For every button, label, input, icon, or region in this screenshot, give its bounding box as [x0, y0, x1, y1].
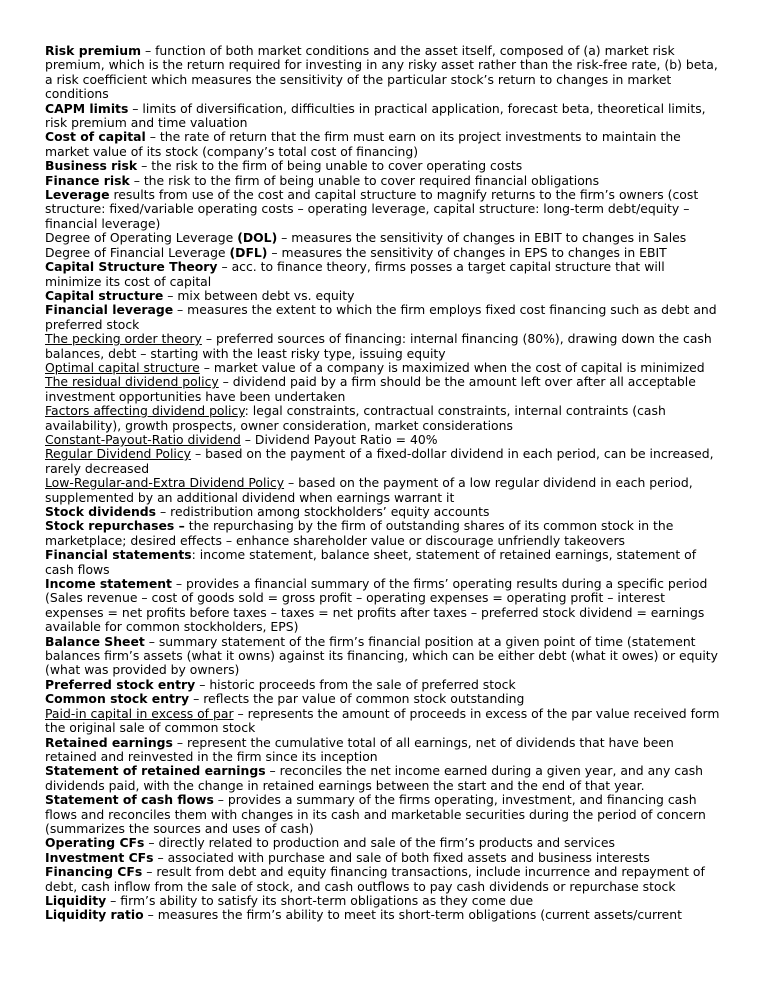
glossary-definition: – measures the sensitivity of changes in EPS to changes in EBIT: [267, 244, 667, 260]
glossary-term: Common stock entry: [45, 691, 190, 707]
glossary-definition: – based on the payment of a low regular dividend in each period, supplemented by an additional dividend when earnings warrant it: [45, 475, 693, 505]
glossary-entry: [45, 519, 725, 548]
glossary-definition: – associated with purchase and sale of both fixed assets and business interests: [153, 849, 650, 865]
glossary-term: Leverage: [45, 187, 110, 203]
glossary-entry: [45, 851, 725, 865]
document-page: [45, 44, 725, 923]
glossary-term: Stock dividends: [45, 504, 157, 519]
glossary-definition: – reconciles the net income earned during a given year, and any cash dividends paid, with the change in retained earnings between the start and the end of that year.: [45, 763, 704, 793]
glossary-entry: [45, 635, 725, 678]
glossary-entry: [45, 130, 725, 159]
glossary-entry: [45, 836, 725, 850]
glossary-term: Risk premium: [45, 43, 141, 58]
glossary-definition: – measures the sensitivity of changes in EBIT to changes in Sales: [277, 230, 687, 246]
glossary-term: Optimal capital structure: [45, 359, 200, 375]
glossary-term: Income statement: [45, 576, 172, 592]
glossary-definition: results from use of the cost and capital structure to magnify returns to the firm’s owners (cost structure: fixed/variable operating costs – operating leverage, capital structure: long-term debt/equity – financial leverage): [45, 187, 699, 231]
glossary-term: CAPM limits: [45, 100, 129, 116]
glossary-entry: [45, 332, 725, 361]
glossary-definition: – measures the firm’s ability to meet its short-term obligations (current assets/current: [143, 907, 683, 923]
glossary-term: Financing CFs: [45, 864, 143, 880]
glossary-entry: [45, 404, 725, 433]
glossary-term: Financial leverage: [45, 302, 174, 318]
glossary-entry: [45, 577, 725, 635]
glossary-entry: [45, 736, 725, 765]
glossary-definition: – the risk to the firm of being unable to cover required financial obligations: [129, 172, 600, 188]
glossary-term: Operating CFs: [45, 835, 145, 851]
glossary-definition: the repurchasing by the firm of outstanding shares of its common stock in the marketplace; desired effects – enhance shareholder value or discourage unfriendly takeovers: [45, 518, 674, 548]
glossary-entry: [45, 476, 725, 505]
glossary-definition: : legal constraints, contractual constraints, internal contraints (cash availability), growth prospects, owner consideration, market considerations: [45, 403, 666, 433]
glossary-entry: [45, 102, 725, 131]
glossary-term: Regular Dividend Policy: [45, 446, 192, 462]
glossary-definition: – directly related to production and sale of the firm’s products and services: [144, 835, 615, 851]
glossary-entry: [45, 44, 725, 102]
glossary-entry: [45, 678, 725, 692]
glossary-definition: – the rate of return that the firm must earn on its project investments to maintain the market value of its stock (company’s total cost of financing): [45, 129, 681, 159]
glossary-entry: [45, 433, 725, 447]
glossary-term: Preferred stock entry: [45, 676, 196, 692]
glossary-definition: – the risk to the firm of being unable to cover operating costs: [137, 158, 523, 174]
glossary-definition: – dividend paid by a firm should be the amount left over after all acceptable investment opportunities have been undertaken: [45, 374, 696, 404]
glossary-term: Degree of Financial Leverage: [45, 244, 230, 260]
glossary-entry: [45, 361, 725, 375]
glossary-term: Degree of Operating Leverage: [45, 230, 238, 246]
glossary-entry: [45, 447, 725, 476]
glossary-entry: [45, 174, 725, 188]
glossary-term: Statement of cash flows: [45, 792, 214, 808]
glossary-term: Business risk: [45, 158, 138, 174]
glossary-term: Capital Structure Theory: [45, 259, 218, 275]
glossary-definition: – mix between debt vs. equity: [163, 287, 355, 303]
glossary-term: Constant-Payout-Ratio dividend: [45, 431, 241, 447]
glossary-entry: [45, 865, 725, 894]
glossary-term: Capital structure: [45, 287, 164, 303]
glossary-term: Low-Regular-and-Extra Dividend Policy: [45, 475, 285, 491]
glossary-entry: [45, 303, 725, 332]
glossary-entry: [45, 548, 725, 577]
glossary-definition: – acc. to finance theory, firms posses a target capital structure that will minimize its cost of capital: [45, 259, 665, 289]
glossary-term: Balance Sheet: [45, 633, 145, 649]
glossary-term: Factors affecting dividend policy: [45, 403, 245, 419]
glossary-term: Financial statements: [45, 547, 192, 563]
glossary-entry: [45, 260, 725, 289]
glossary-entry: [45, 375, 725, 404]
glossary-term: Cost of capital: [45, 129, 146, 145]
glossary-term: Liquidity ratio: [45, 907, 144, 923]
glossary-definition: – Dividend Payout Ratio = 40%: [240, 431, 438, 447]
glossary-definition: – limits of diversification, difficulties in practical application, forecast beta, theoretical limits, risk premium and time valuation: [45, 100, 706, 131]
glossary-entry: [45, 159, 725, 173]
glossary-entry: [45, 707, 725, 736]
glossary-definition: – summary statement of the firm’s financial position at a given point of time (statement balances firm’s assets (what it owns) against its financing, which can be either debt (what it owes) or equity (what was provided by owners): [45, 633, 718, 678]
glossary-entry: [45, 188, 725, 231]
glossary-entry: [45, 764, 725, 793]
glossary-term: Investment CFs: [45, 849, 154, 865]
glossary-definition: – function of both market conditions and the asset itself, composed of (a) market risk premium, which is the return required for investing in any risky asset rather than the risk-free rate, (b) beta, a risk coefficient which measures the sensitivity of the particular stock’s return to changes in market conditions: [45, 43, 718, 102]
glossary-definition: – market value of a company is maximized when the cost of capital is minimized: [199, 359, 705, 375]
glossary-definition: – represent the cumulative total of all earnings, net of dividends that have been retained and reinvested in the firm since its inception: [45, 734, 674, 764]
glossary-definition: – represents the amount of proceeds in excess of the par value received form the original sale of common stock: [45, 705, 720, 736]
glossary-definition: – reflects the par value of common stock outstanding: [189, 691, 525, 707]
glossary-abbreviation: (DFL): [229, 244, 268, 260]
glossary-entry: [45, 692, 725, 706]
glossary-definition: – provides a summary of the firms operating, investment, and financing cash flows and reconciles them with changes in its cash and marketable securities during the period of concern (summarizes the sources and uses of cash): [45, 792, 706, 836]
glossary-entry: [45, 908, 725, 922]
glossary-entry: [45, 894, 725, 908]
glossary-definition: – measures the extent to which the firm employs fixed cost financing such as debt and preferred stock: [45, 302, 717, 332]
glossary-entry: [45, 505, 725, 519]
glossary-entry: [45, 793, 725, 836]
glossary-definition: – preferred sources of financing: internal financing (80%), drawing down the cash balances, debt – starting with the least risky type, issuing equity: [45, 331, 712, 361]
glossary-definition: – provides a financial summary of the firms’ operating results during a specific period (Sales revenue – cost of goods sold = gross profit – operating expenses = operating profit – interest expenses = net profits before taxes – taxes = net profits after taxes – preferred stock dividend = earnings available for common stockholders, EPS): [45, 576, 708, 635]
glossary-definition: – firm’s ability to satisfy its short-term obligations as they come due: [106, 892, 534, 908]
glossary-term: Finance risk: [45, 172, 130, 188]
glossary-definition: : income statement, balance sheet, statement of retained earnings, statement of cash flows: [45, 547, 697, 577]
glossary-definition: – historic proceeds from the sale of preferred stock: [195, 676, 516, 692]
glossary-term: Retained earnings: [45, 734, 173, 750]
glossary-term: The pecking order theory: [45, 331, 202, 347]
glossary-term: The residual dividend policy: [45, 374, 219, 390]
glossary-term: Statement of retained earnings: [45, 763, 266, 779]
glossary-entry: [45, 231, 725, 245]
glossary-term: Stock repurchases –: [45, 518, 185, 534]
glossary-entry: [45, 289, 725, 303]
glossary-definition: – redistribution among stockholders’ equity accounts: [156, 504, 490, 519]
glossary-term: Paid-in capital in excess of par: [45, 705, 234, 721]
glossary-entry: [45, 246, 725, 260]
glossary-definition: – result from debt and equity financing transactions, include incurrence and repayment of debt, cash inflow from the sale of stock, and cash outflows to pay cash dividends or repurchase stock: [45, 864, 705, 894]
glossary-term: Liquidity: [45, 892, 107, 908]
glossary-definition: – based on the payment of a fixed-dollar dividend in each period, can be increased, rarely decreased: [45, 446, 714, 476]
glossary-abbreviation: (DOL): [237, 230, 278, 246]
